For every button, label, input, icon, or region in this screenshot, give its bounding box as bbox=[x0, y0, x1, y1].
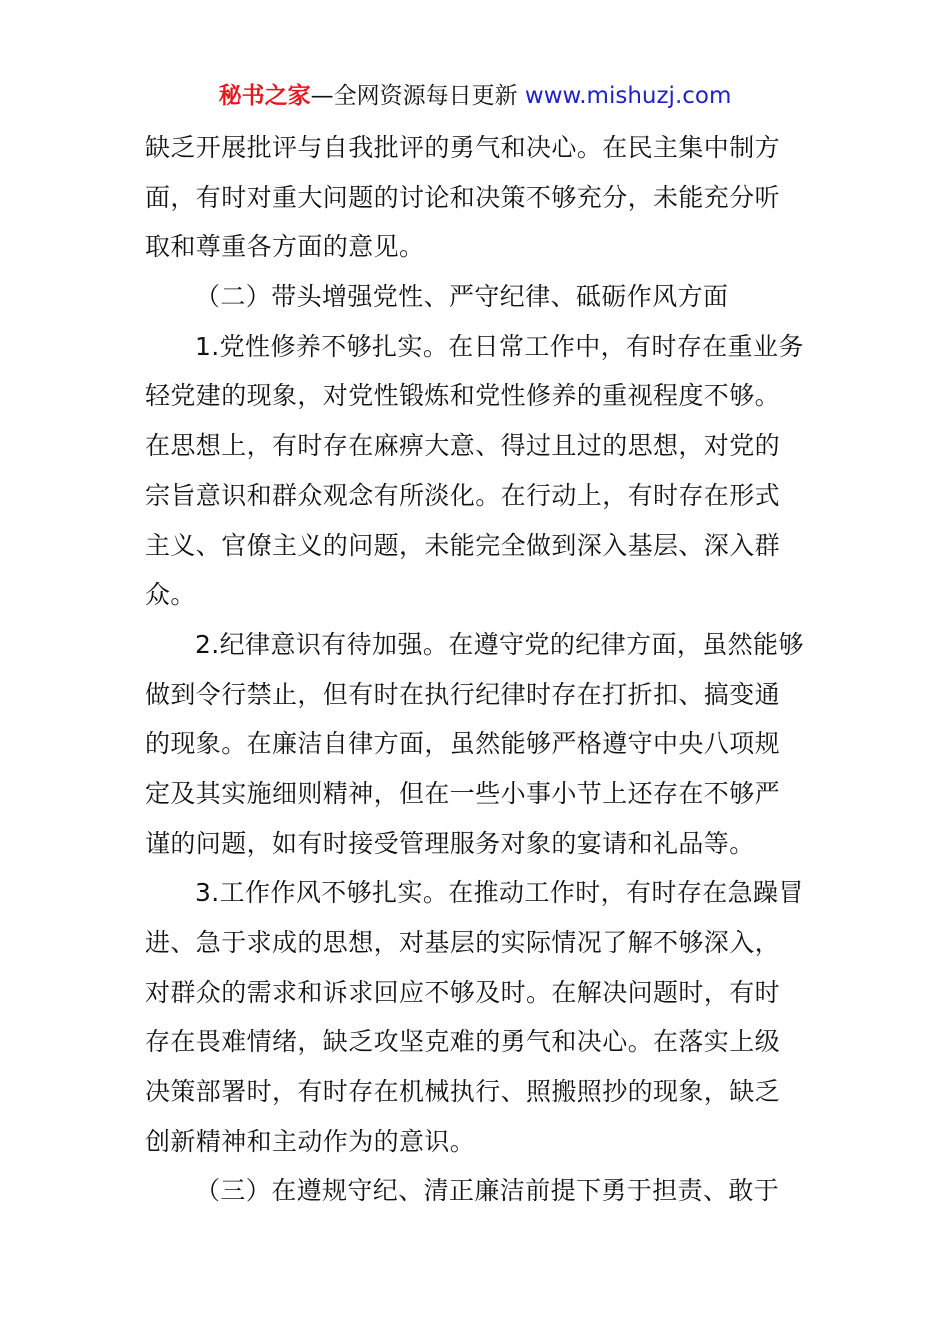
site-url-link[interactable]: www.mishuzj.com bbox=[524, 83, 732, 109]
text-line: 谨的问题，如有时接受管理服务对象的宴请和礼品等。 bbox=[145, 828, 755, 858]
text-line: 面，有时对重大问题的讨论和决策不够充分，未能充分听 bbox=[145, 182, 781, 212]
text-line: 对群众的需求和诉求回应不够及时。在解决问题时，有时 bbox=[145, 977, 781, 1007]
text-line: 轻党建的现象，对党性锻炼和党性修养的重视程度不够。 bbox=[145, 381, 781, 411]
text-line: 3.工作作风不够扎实。在推动工作时，有时存在急躁冒 bbox=[195, 878, 804, 908]
text-line: 定及其实施细则精神，但在一些小事小节上还存在不够严 bbox=[145, 778, 781, 808]
text-line: 创新精神和主动作为的意识。 bbox=[145, 1126, 476, 1156]
text-line: 1.党性修养不够扎实。在日常工作中，有时存在重业务 bbox=[195, 331, 804, 361]
text-line: 取和尊重各方面的意见。 bbox=[145, 232, 425, 262]
text-line: 的现象。在廉洁自律方面，虽然能够严格遵守中央八项规 bbox=[145, 729, 781, 759]
document-body bbox=[145, 123, 810, 1216]
text-line: 缺乏开展批评与自我批评的勇气和决心。在民主集中制方 bbox=[145, 133, 781, 162]
text-line: 众。 bbox=[145, 580, 196, 610]
text-line: 主义、官僚主义的问题，未能完全做到深入基层、深入群 bbox=[145, 530, 781, 560]
site-tagline: —全网资源每日更新 bbox=[310, 83, 518, 109]
text-line: 存在畏难情绪，缺乏攻坚克难的勇气和决心。在落实上级 bbox=[145, 1027, 781, 1057]
text-line: 宗旨意识和群众观念有所淡化。在行动上，有时存在形式 bbox=[145, 480, 781, 510]
text-line: 决策部署时，有时存在机械执行、照搬照抄的现象，缺乏 bbox=[145, 1077, 781, 1107]
text-line: 在思想上，有时存在麻痹大意、得过且过的思想，对党的 bbox=[145, 431, 781, 461]
text-line: 做到令行禁止，但有时在执行纪律时存在打折扣、搞变通 bbox=[145, 679, 781, 709]
page-header bbox=[0, 78, 950, 114]
text-line: 2.纪律意识有待加强。在遵守党的纪律方面，虽然能够 bbox=[195, 629, 804, 659]
text-line: （三）在遵规守纪、清正廉洁前提下勇于担责、敢于 bbox=[195, 1176, 780, 1206]
text-line: （二）带头增强党性、严守纪律、砥砺作风方面 bbox=[195, 282, 729, 312]
site-brand: 秘书之家 bbox=[218, 83, 311, 109]
text-line: 进、急于求成的思想，对基层的实际情况了解不够深入， bbox=[145, 928, 781, 957]
